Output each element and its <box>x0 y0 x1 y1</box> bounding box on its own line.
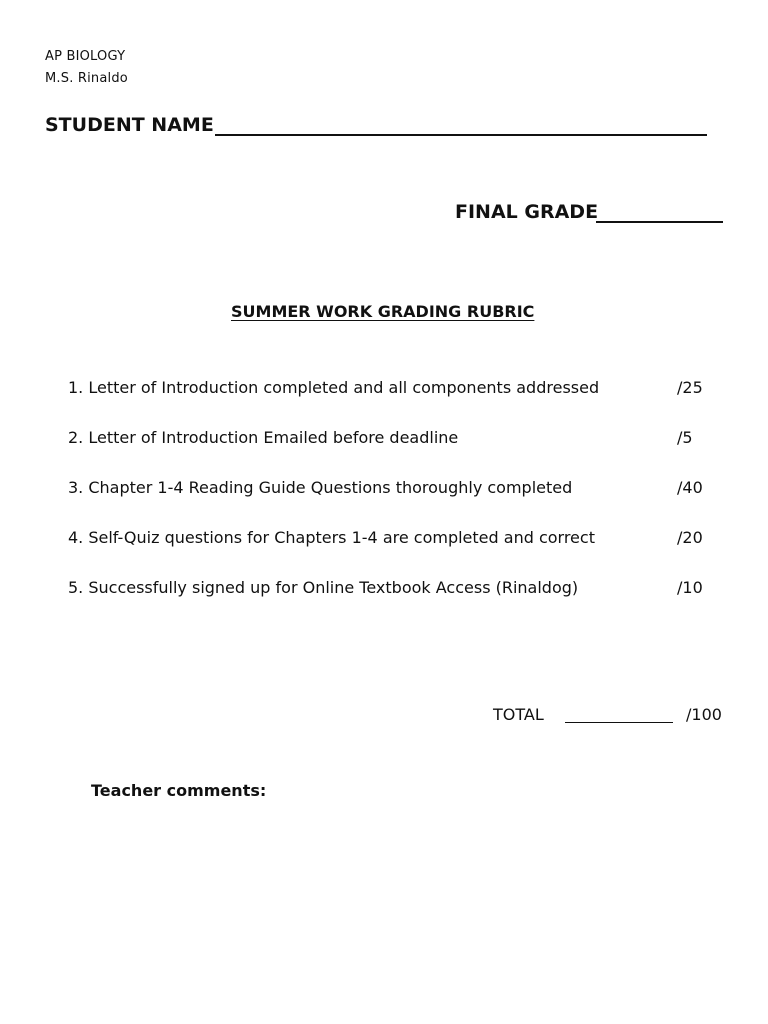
rubric-item-points: /40 <box>677 478 703 497</box>
final-grade-label: FINAL GRADE <box>455 201 599 223</box>
total-max-points: /100 <box>686 705 722 724</box>
rubric-item-text: 4. Self-Quiz questions for Chapters 1-4 are completed and correct <box>68 528 595 547</box>
student-name-label: STUDENT NAME <box>45 114 214 136</box>
final-grade-blank-line <box>596 221 723 223</box>
teacher-name: M.S. Rinaldo <box>45 71 128 86</box>
rubric-item-points: /25 <box>677 378 703 397</box>
student-name-blank-line <box>215 134 707 136</box>
rubric-item-text: 2. Letter of Introduction Emailed before deadline <box>68 428 459 447</box>
total-label: TOTAL <box>493 705 544 724</box>
rubric-item-points: /5 <box>677 428 693 447</box>
rubric-title: SUMMER WORK GRADING RUBRIC <box>231 302 535 321</box>
teacher-comments-label: Teacher comments: <box>91 781 267 800</box>
rubric-item-points: /20 <box>677 528 703 547</box>
course-title: AP BIOLOGY <box>45 49 126 64</box>
rubric-item-points: /10 <box>677 578 703 597</box>
rubric-item-text: 5. Successfully signed up for Online Textbook Access (Rinaldog) <box>68 578 579 597</box>
total-blank-line <box>565 722 673 723</box>
rubric-item-text: 3. Chapter 1-4 Reading Guide Questions thoroughly completed <box>68 478 573 497</box>
rubric-item-text: 1. Letter of Introduction completed and all components addressed <box>68 378 600 397</box>
